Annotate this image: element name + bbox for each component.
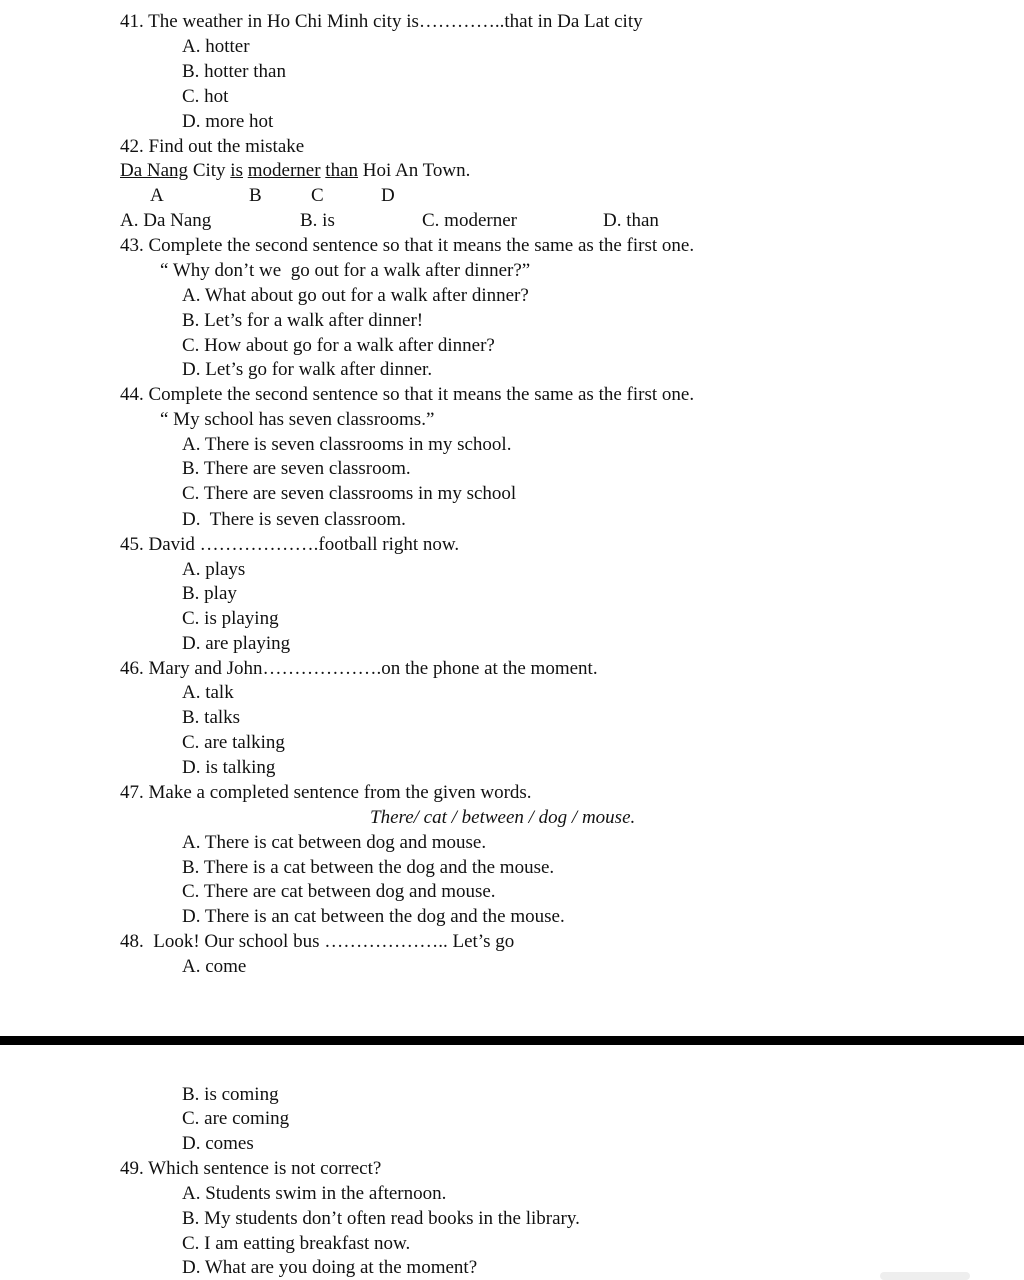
q47-stem: 47. Make a completed sentence from the given words. xyxy=(120,782,532,803)
q43-option-a: A. What about go out for a walk after dinner? xyxy=(182,285,529,306)
q49-option-b: B. My students don’t often read books in the library. xyxy=(182,1208,580,1229)
q48-option-c: C. are coming xyxy=(182,1108,290,1129)
q47-option-b: B. There is a cat between the dog and the mouse. xyxy=(182,857,555,878)
q43-option-b: B. Let’s for a walk after dinner! xyxy=(182,310,424,331)
scan-smudge xyxy=(880,1272,970,1280)
q49-option-a: A. Students swim in the afternoon. xyxy=(182,1183,447,1204)
q42-marker-c: C xyxy=(311,185,324,206)
q41-option-c: C. hot xyxy=(182,86,229,107)
q44-quote: “ My school has seven classrooms.” xyxy=(160,409,435,430)
q47-option-a: A. There is cat between dog and mouse. xyxy=(182,832,487,853)
q42-option-a: A. Da Nang xyxy=(120,210,212,231)
q48-stem: 48. Look! Our school bus ……………….. Let’s go xyxy=(120,931,515,952)
q41-option-b: B. hotter than xyxy=(182,61,286,82)
q41-stem: 41. The weather in Ho Chi Minh city is…………..that in Da Lat city xyxy=(120,11,643,32)
q43-option-c: C. How about go for a walk after dinner? xyxy=(182,335,495,356)
q45-option-d: D. are playing xyxy=(182,633,291,654)
page-divider xyxy=(0,1036,1024,1045)
q48-option-b: B. is coming xyxy=(182,1084,279,1105)
q46-stem: 46. Mary and John……………….on the phone at the moment. xyxy=(120,658,598,679)
q46-option-a: A. talk xyxy=(182,682,234,703)
q46-option-c: C. are talking xyxy=(182,732,285,753)
q44-option-d: D. There is seven classroom. xyxy=(182,509,406,530)
q49-stem: 49. Which sentence is not correct? xyxy=(120,1158,382,1179)
q47-cue: There/ cat / between / dog / mouse. xyxy=(370,807,636,828)
q46-option-b: B. talks xyxy=(182,707,241,728)
q49-option-d: D. What are you doing at the moment? xyxy=(182,1257,478,1278)
q46-option-d: D. is talking xyxy=(182,757,276,778)
q42-option-c: C. moderner xyxy=(422,210,517,231)
q48-option-d: D. comes xyxy=(182,1133,254,1154)
q42-part-a: Da Nang xyxy=(120,160,189,181)
q45-option-b: B. play xyxy=(182,583,237,604)
q47-option-d: D. There is an cat between the dog and the mouse. xyxy=(182,906,565,927)
q42-rest-1: City xyxy=(188,160,231,181)
q45-stem: 45. David ……………….football right now. xyxy=(120,534,460,555)
q42-sentence xyxy=(120,160,470,182)
q42-marker-d: D xyxy=(381,185,395,206)
q48-option-a: A. come xyxy=(182,956,247,977)
q41-option-d: D. more hot xyxy=(182,111,274,132)
q44-option-b: B. There are seven classroom. xyxy=(182,458,411,479)
q42-marker-b: B xyxy=(249,185,262,206)
q45-option-a: A. plays xyxy=(182,559,246,580)
q44-stem: 44. Complete the second sentence so that it means the same as the first one. xyxy=(120,384,695,405)
q42-part-d: than xyxy=(325,160,359,181)
q42-stem: 42. Find out the mistake xyxy=(120,136,305,157)
q49-option-c: C. I am eatting breakfast now. xyxy=(182,1233,411,1254)
q43-option-d: D. Let’s go for walk after dinner. xyxy=(182,359,433,380)
q41-option-a: A. hotter xyxy=(182,36,250,57)
q42-option-d: D. than xyxy=(603,210,659,231)
q42-option-b: B. is xyxy=(300,210,335,231)
q42-marker-a: A xyxy=(150,185,164,206)
q42-part-c: moderner xyxy=(247,160,321,181)
q43-stem: 43. Complete the second sentence so that it means the same as the first one. xyxy=(120,235,695,256)
q43-quote: “ Why don’t we go out for a walk after dinner?” xyxy=(160,260,531,281)
q47-option-c: C. There are cat between dog and mouse. xyxy=(182,881,496,902)
q42-part-b: is xyxy=(230,160,243,181)
q45-option-c: C. is playing xyxy=(182,608,279,629)
q44-option-a: A. There is seven classrooms in my school. xyxy=(182,434,512,455)
q42-rest-4: Hoi An Town. xyxy=(358,160,471,181)
q44-option-c: C. There are seven classrooms in my school xyxy=(182,483,517,504)
